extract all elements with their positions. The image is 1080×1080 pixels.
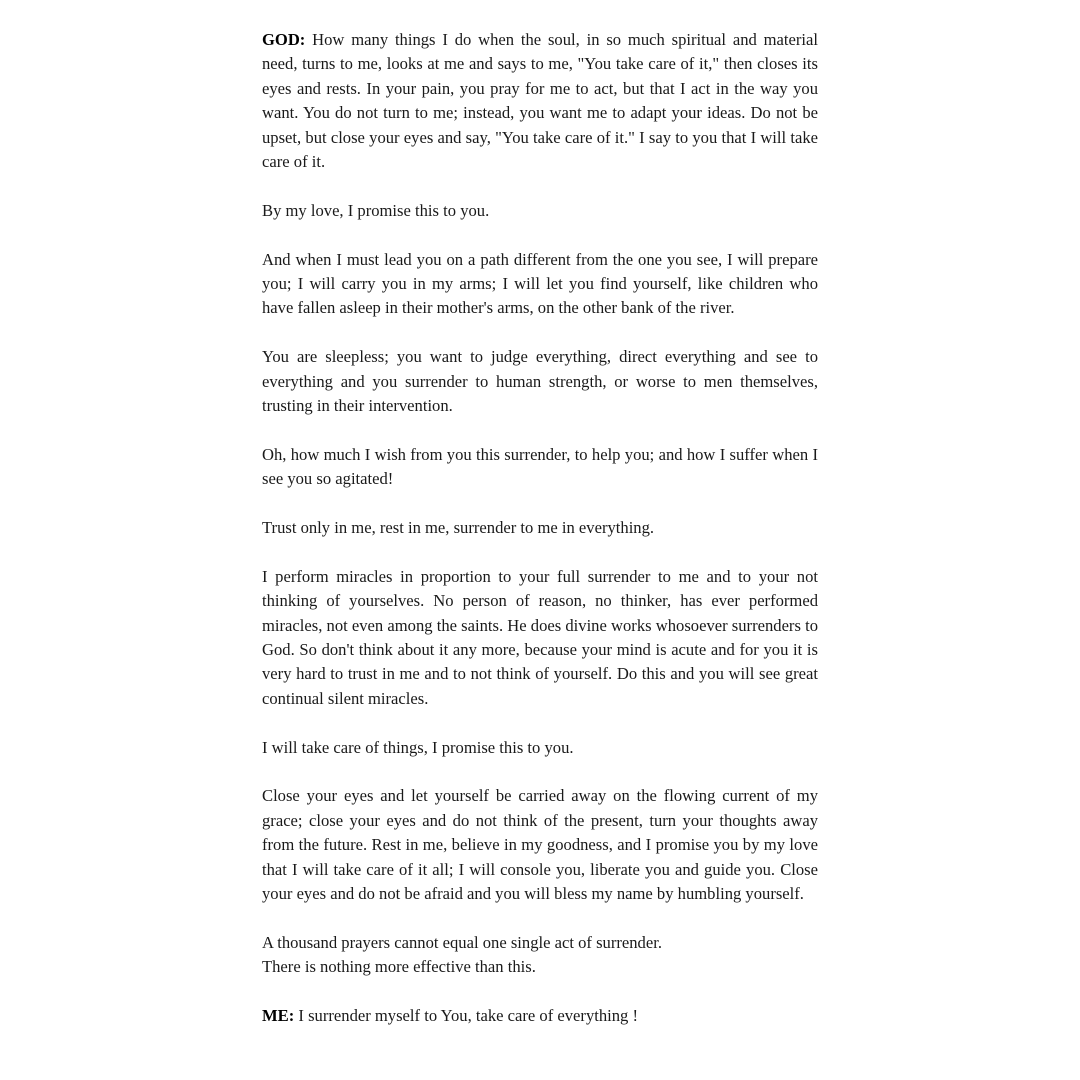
paragraph-god-intro [262, 28, 818, 174]
paragraph: Close your eyes and let yourself be carried away on the flowing current of my grace; close your eyes and do not think of the present, turn your thoughts away from the future. Rest in me, believe in my goodness, and I promise you by my love that I will take care of it all; I will console you, liberate you and guide you. Close your eyes and do not be afraid and you will bless my name by humbling yourself. [262, 786, 818, 904]
paragraph: Oh, how much I wish from you this surrender, to help you; and how I suffer when I see you so agitated! [262, 444, 818, 489]
document-body [262, 28, 818, 1029]
paragraph: Trust only in me, rest in me, surrender to me in everything. [262, 518, 655, 538]
paragraph: You are sleepless; you want to judge everything, direct everything and see to everything and you surrender to human strength, or worse to men themselves, trusting in their intervention. [262, 347, 818, 416]
paragraph-line: There is nothing more effective than this. [262, 957, 536, 977]
paragraph-line: A thousand prayers cannot equal one single act of surrender. [262, 932, 662, 952]
paragraph: I perform miracles in proportion to your full surrender to me and to your not thinking of yourselves. No person of reason, no thinker, has ever performed miracles, not even among the saints. He does divine works whosoever surrenders to God. So don't think about it any more, because your mind is acute and for you it is very hard to trust in me and to not think of yourself. Do this and you will see great continual silent miracles. [262, 566, 818, 708]
speaker-label-me: ME: [262, 1006, 295, 1026]
paragraph: And when I must lead you on a path different from the one you see, I will prepare you; I will carry you in my arms; I will let you find yourself, like children who have fallen asleep in their mother's arms, on the other bank of the river. [262, 249, 818, 318]
paragraph-text: How many things I do when the soul, in so much spiritual and material need, turns to me, looks at me and says to me, "You take care of it," then closes its eyes and rests. In your pain, you pray for me to act, but that I act in the way you want. You do not turn to me; instead, you want me to adapt your ideas. Do not be upset, but close your eyes and say, "You take care of it." I say to you that I will take care of it. [262, 30, 818, 172]
paragraph: I will take care of things, I promise this to you. [262, 737, 574, 757]
paragraph-me-response [262, 1004, 818, 1028]
paragraph-pair [262, 931, 818, 980]
paragraph: By my love, I promise this to you. [262, 200, 490, 220]
paragraph-text: I surrender myself to You, take care of everything ! [298, 1006, 639, 1026]
speaker-label-god: GOD: [262, 30, 306, 49]
